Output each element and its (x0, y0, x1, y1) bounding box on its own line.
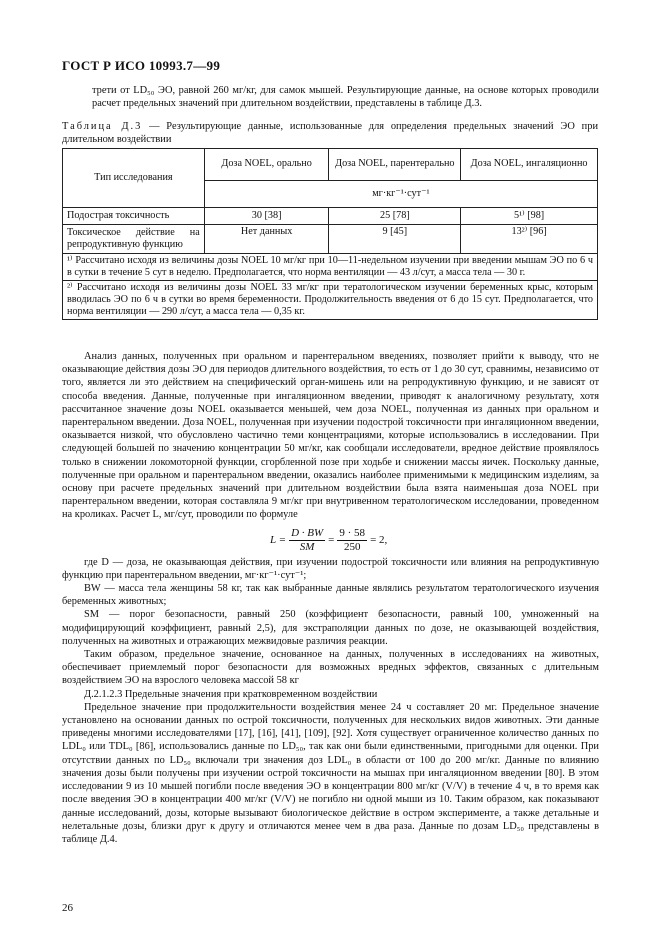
table-row (63, 225, 598, 254)
col-header-oral: Доза NOEL, орально (204, 149, 329, 181)
paragraph-bw-definition: BW — масса тела женщины 58 кг, так как выбранные данные являлись результатом тератологического изучения беременных животных; (62, 583, 599, 608)
intro-paragraph: трети от LD₅₀ ЭО, равной 260 мг/кг, для самок мышей. Результирующие данные, на основе которых проводили расчет предельных значений при длительном воздействии, представлены в таблице Д.3. (92, 85, 599, 110)
formula-den2: 250 (343, 540, 361, 553)
paragraph-d-definition: где D — доза, не оказывающая действия, при изучении подострой токсичности или влияния на репродуктивную функцию при парентеральном введении, мг·кг⁻¹·сут⁻¹; (62, 556, 599, 581)
cell-parenteral: 25 [78] (329, 208, 461, 225)
page-number: 26 (62, 902, 73, 914)
table-row (63, 208, 598, 225)
paragraph-analysis: Анализ данных, полученных при оральном и парентеральном введениях, позволяет прийти к выводу, что не оказывающие действия дозы ЭО для периодов длительного воздействия, то есть от 1 до 30 сут, сравнимы, независимо от того, является ли это действием на специфический орган-мишень или на репродуктивную функцию, и не зависят от способа введения. Данные, полученные при ингаляционном введении, приводят к аналогичному результату, хотя рассчитанное значение дозы NOEL оказывается меньшей, чем доза NOEL, полученная из данных при оральном и парентеральном введении. Доза NOEL, полученная при изучении подострой токсичности при ингаляционном введении, оказывается низкой, что обусловлено частично теми концентрациями, которые использовались в исследовании. При следующей большей по значению концентрации 50 мг/кг, как сообщали исследователи, вредное действие проявлялось только в снижении локомоторной функции, сгорбленной позе при ходьбе и снижении массы яичек. Поскольку данные, полученные при оральном и парентеральном введении, оказались наиболее применимыми к медицинским изделиям, за основу при расчете предельных значений при длительном воздействии была взята наименьшая доза NOEL при парентеральном введении, которая составляла 9 мг/кг при внутривенном тератологическом исследовании, проведенном на кроликах. Расчет L, мг/сут, проводили по формуле (62, 351, 599, 521)
cell-inhalation: 13²⁾ [96] (461, 225, 598, 254)
formula (62, 522, 599, 556)
cell-parenteral: 9 [45] (329, 225, 461, 254)
cell-type: Подострая токсичность (63, 208, 205, 225)
noel-table (62, 148, 598, 320)
formula-num2: 9 · 58 (337, 527, 367, 541)
section-heading: Д.2.1.2.3 Предельные значения при кратковременном воздействии (84, 688, 378, 700)
paragraph-short-term: Предельное значение при продолжительности воздействия менее 24 ч составляет 20 мг. Предельное значение установлено на основании данных по острой токсичности, полученных для нескольких видов животных. Эти данные приведены многими исследователями [17], [16], [41], [109], [92]. Хотя существует ограниченное количество данных по LDL₀ или TDL₀ [86], использовались данные по LD₅₀, так как они были единственными, пригодными для оценки. При отсутствии данных по LD₅₀ включали три значения доз LDL₀ в области от 100 до 200 мг/кг. Данные по влиянию значения дозы были получены при изучении острой токсичности на мышах при ингаляционном введении [80]. В этом исследовании 9 из 10 мышей погибли после введения ЭО в концентрации 800 мг/кг (V/V) в течение 4 ч, в то время как после введения ЭО в концентрации 400 мг/кг (V/V) не погибло ни одной мыши из 10. Таким образом, как показывают данные исследований, дозы, которые вызывают биологическое действие в остром эксперименте, а также детальные и нелетальные дозы, близки друг к другу и отличаются менее чем в два раза. Данные по дозам LD₅₀ представлены в таблице Д.4. (62, 701, 599, 845)
col-header-type: Тип исследования (63, 149, 205, 208)
table-footnote-1: ¹⁾ Рассчитано исходя из величины дозы NOEL 10 мг/кг при 10—11-недельном изучении при введении мышам ЭО по 6 ч в сутки в течение 5 сут в неделю. Предполагается, что норма вентиляции — 43 л/сут, а масса тела — 30 г. (63, 254, 598, 281)
formula-fraction-1 (289, 527, 325, 554)
formula-num1: D · BW (289, 527, 325, 541)
table-caption (62, 120, 598, 146)
table-caption-text: — Результирующие данные, использованные для определения предельных значений ЭО при длительном воздействии (62, 121, 599, 146)
cell-inhalation: 5¹⁾ [98] (461, 208, 598, 225)
table-caption-label: Таблица Д.3 (62, 121, 143, 132)
document-header: ГОСТ Р ИСО 10993.7—99 (62, 58, 221, 73)
cell-type: Токсическое действие на репродуктивную функцию (63, 225, 205, 254)
paragraph-conclusion: Таким образом, предельное значение, основанное на данных, полученных в исследованиях на животных, обеспечивает приемлемый порог безопасности для возможных вредных эффектов, связанных с длительным воздействием ЭО на взрослого человека массой 58 кг (62, 649, 599, 687)
col-header-parenteral: Доза NOEL, парентерально (329, 149, 461, 181)
main-text (62, 350, 599, 846)
cell-oral: 30 [38] (204, 208, 329, 225)
formula-rhs: = 2, (370, 533, 388, 546)
table-footnote-2: ²⁾ Рассчитано исходя из величины дозы NOEL 33 мг/кг при тератологическом изучении беременных крыс, которым вводилась ЭО по 6 ч в сутки во время беременности. Продолжительность введения от 6 до 15 сут. Предполагается, что норма вентиляции — 290 л/сут, а масса тела — 0,35 кг. (63, 281, 598, 320)
formula-eq: = (328, 533, 335, 546)
formula-lhs: L = (270, 533, 287, 546)
formula-den1: SM (299, 540, 315, 553)
formula-fraction-2 (337, 527, 367, 554)
unit-cell: мг·кг⁻¹·сут⁻¹ (204, 180, 597, 207)
col-header-inhalation: Доза NOEL, ингаляционно (461, 149, 598, 181)
cell-oral: Нет данных (204, 225, 329, 254)
paragraph-sm-definition: SM — порог безопасности, равный 250 (коэффициент безопасности, равный 100, умноженный на модифицирующий коэффициент, равный 2,5), для экстраполяции данных по дозе, не оказывающей воздействия, полученных на животных и отражающих межвидовые различия реакции. (62, 609, 599, 647)
